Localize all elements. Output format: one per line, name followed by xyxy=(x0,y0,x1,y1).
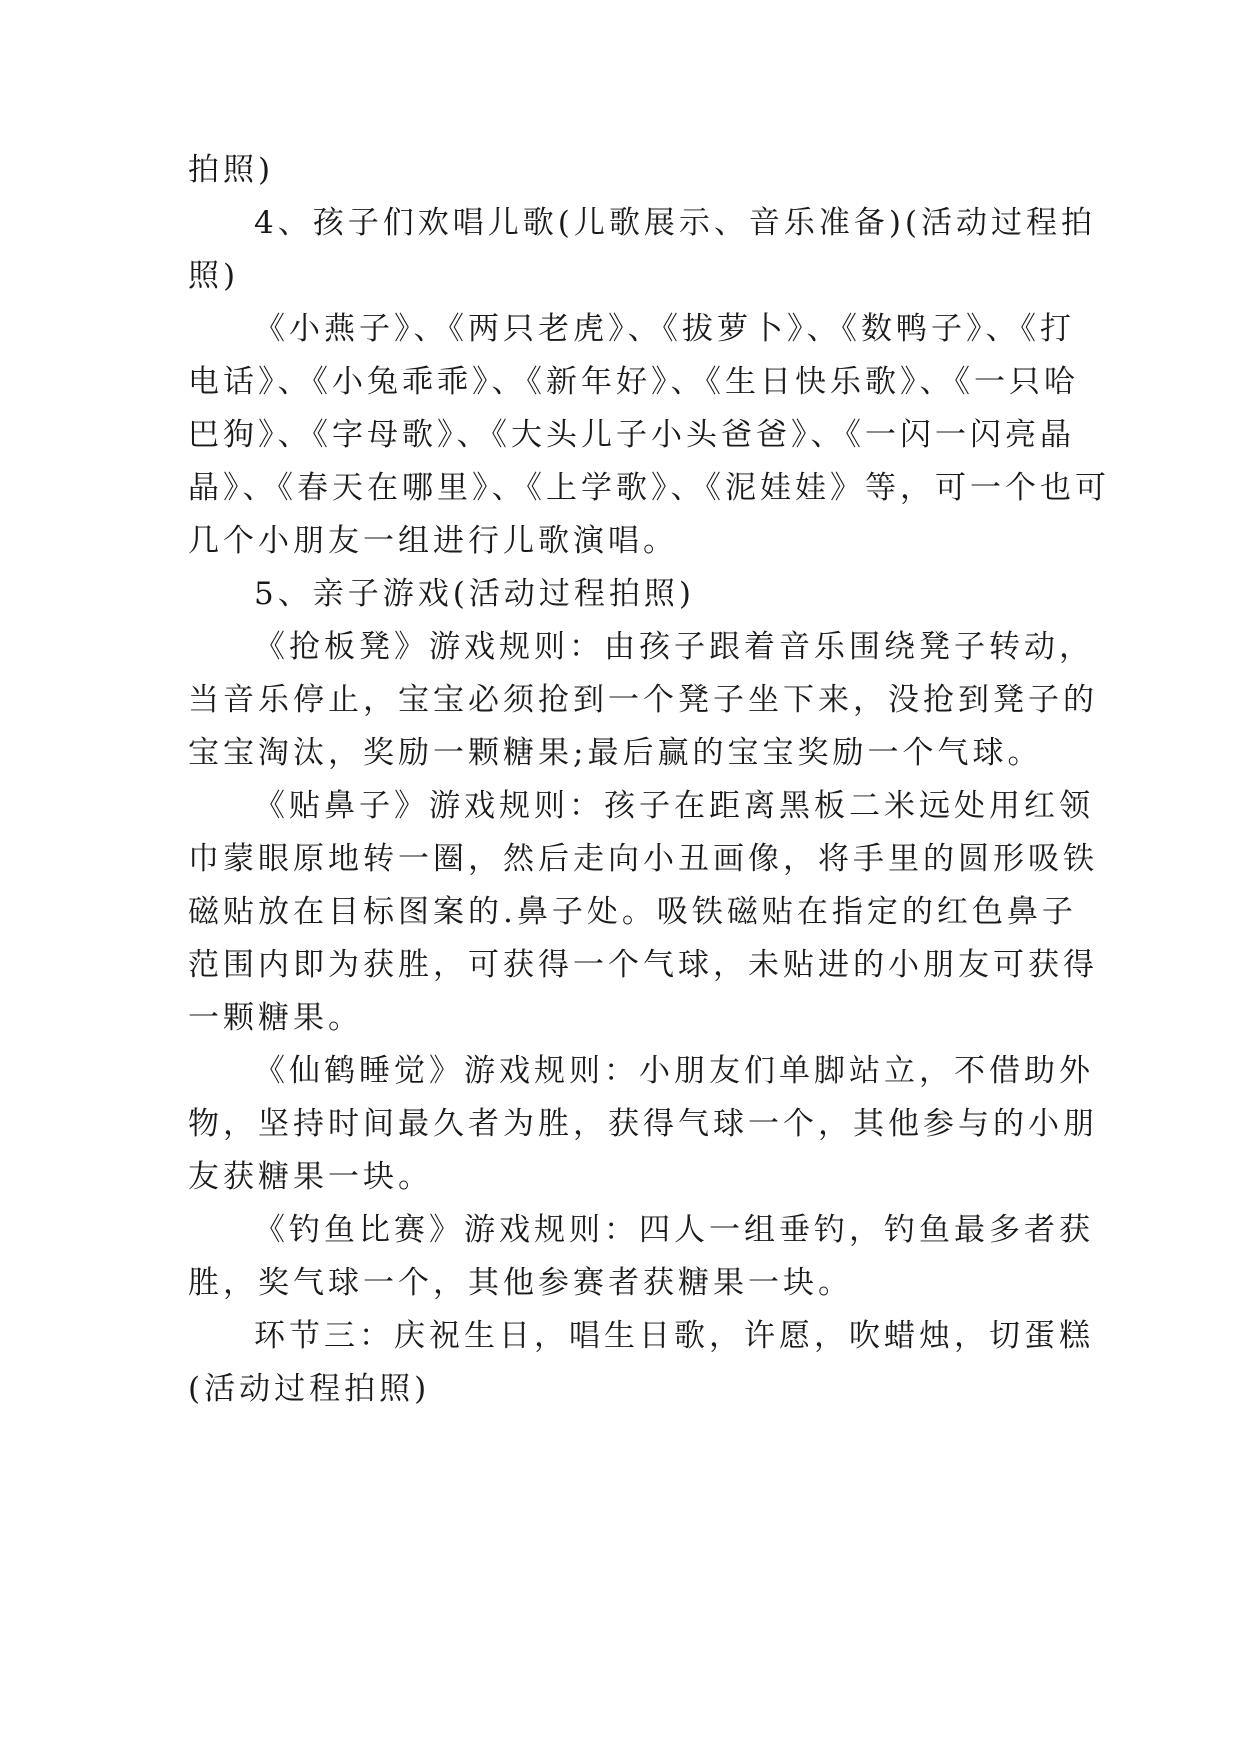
game-rule-line: 《仙鹤睡觉》游戏规则：小朋友们单脚站立，不借助外 xyxy=(254,1053,1094,1089)
game-rule-line: 《贴鼻子》游戏规则：孩子在距离黑板二米远处用红领 xyxy=(254,788,1094,824)
game-rule-line: 《抢板凳》游戏规则：由孩子跟着音乐围绕凳子转动， xyxy=(254,629,1094,665)
game-rule-line: 一颗糖果。 xyxy=(188,1000,363,1036)
song-list-line: 巴狗》、《字母歌》、《大头儿子小头爸爸》、《一闪一闪亮晶 xyxy=(188,417,1075,453)
text-line: (活动过程拍照) xyxy=(188,1371,431,1407)
song-list-line: 晶》、《春天在哪里》、《上学歌》、《泥娃娃》等，可一个也可 xyxy=(188,470,1110,506)
game-rule-line: 巾蒙眼原地转一圈，然后走向小丑画像，将手里的圆形吸铁 xyxy=(188,841,1098,877)
game-rule-line: 物，坚持时间最久者为胜，获得气球一个，其他参与的小朋 xyxy=(188,1106,1098,1142)
song-list-line: 《小燕子》、《两只老虎》、《拔萝卜》、《数鸭子》、《打 xyxy=(254,311,1075,347)
game-rule-line: 友获糖果一块。 xyxy=(188,1159,433,1195)
game-rule-line: 磁贴放在目标图案的.鼻子处。吸铁磁贴在指定的红色鼻子 xyxy=(188,894,1077,930)
song-list-line: 电话》、《小兔乖乖》、《新年好》、《生日快乐歌》、《一只哈 xyxy=(188,364,1079,400)
game-rule-line: 胜，奖气球一个，其他参赛者获糖果一块。 xyxy=(188,1265,853,1301)
section-heading-3: 环节三：庆祝生日，唱生日歌，许愿，吹蜡烛，切蛋糕 xyxy=(254,1318,1094,1354)
text-line: 拍照) xyxy=(188,152,275,188)
game-rule-line: 《钓鱼比赛》游戏规则：四人一组垂钓，钓鱼最多者获 xyxy=(254,1212,1094,1248)
text-line: 照) xyxy=(188,258,240,294)
section-heading-4: 4、孩子们欢唱儿歌(儿歌展示、音乐准备)(活动过程拍 xyxy=(254,205,1097,241)
game-rule-line: 当音乐停止，宝宝必须抢到一个凳子坐下来，没抢到凳子的 xyxy=(188,682,1098,718)
song-list-line: 几个小朋友一组进行儿歌演唱。 xyxy=(188,523,678,559)
game-rule-line: 宝宝淘汰，奖励一颗糖果;最后赢的宝宝奖励一个气球。 xyxy=(188,735,1043,771)
section-heading-5: 5、亲子游戏(活动过程拍照) xyxy=(254,576,695,612)
game-rule-line: 范围内即为获胜，可获得一个气球，未贴进的小朋友可获得 xyxy=(188,947,1098,983)
